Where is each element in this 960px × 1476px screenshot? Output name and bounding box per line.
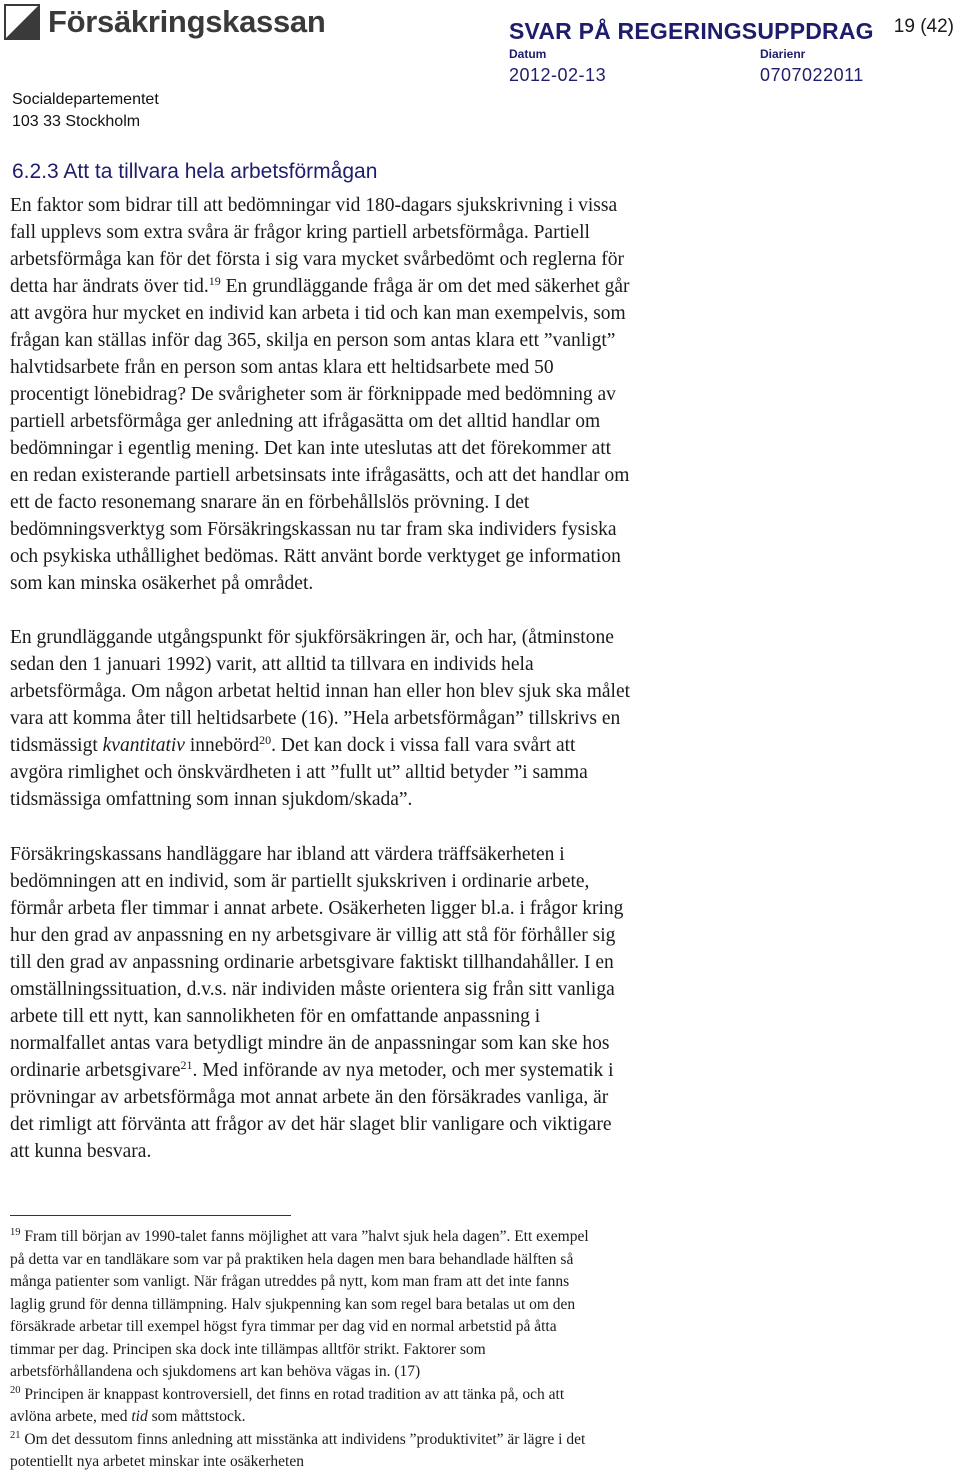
text-line: [10, 732, 960, 759]
text-line: försäkrade arbetar till exempel högst fyra timmar per dag vid en normal arbetstid på åtta: [10, 1318, 557, 1335]
section-heading: 6.2.3 Att ta tillvara hela arbetsförmågan: [12, 160, 378, 183]
footnote-number: 19: [10, 1227, 21, 1238]
text-line: att kunna besvara.: [10, 1141, 152, 1162]
logo-text: Försäkringskassan: [48, 4, 326, 39]
text-line: arbete till ett nytt, kan sannolikheten för en omfattande anpassning i: [10, 1006, 541, 1027]
text-line: att avgöra hur mycket en individ kan arbeta i tid och kan man exempelvis, som: [10, 303, 626, 324]
text-line: [10, 273, 960, 300]
footnote-ref-19: 19: [208, 274, 221, 288]
text-line: bedömningen att en individ, som är partiellt sjukskriven i ordinarie arbete,: [10, 871, 590, 892]
text-run: som måttstock.: [147, 1408, 246, 1425]
reference-label: Diarienr: [760, 47, 806, 61]
text-line: Försäkringskassans handläggare har ibland att värdera träffsäkerheten i: [10, 844, 565, 865]
page-number: 19 (42): [893, 16, 954, 37]
text-line: partiell arbetsförmåga ger anledning att ifrågasätta om det alltid handlar om: [10, 411, 601, 432]
text-line: En grundläggande utgångspunkt för sjukförsäkringen är, och har, (åtminstone: [10, 627, 614, 648]
forsakringskassan-logo-icon: [4, 4, 40, 40]
text-run: detta har ändrats över tid.: [10, 276, 209, 297]
footnote-number: 21: [10, 1429, 21, 1441]
text-line: bedömningsverktyg som Försäkringskassan nu tar fram ska individers fysiska: [10, 519, 617, 540]
paragraph-1: [10, 192, 960, 597]
date-label: Datum: [509, 47, 547, 61]
date-value: 2012-02-13: [509, 65, 607, 85]
text-run: Principen är knappast kontroversiell, det finns en rotad tradition av att tänka på, och att: [20, 1385, 565, 1403]
text-run: Fram till början av 1990-talet fanns möjlighet att vara ”halvt sjuk hela dagen”. Ett exempel: [20, 1228, 589, 1245]
text-line: arbetsförmåga kan för det första i sig vara mycket svårbedömt och reglerna för: [10, 249, 625, 270]
text-line: prövningar av arbetsförmåga mot annat arbete än den försäkrades vanliga, är: [10, 1087, 609, 1108]
text-line: vara att komma åter till heltidsarbete (16). ”Hela arbetsförmågan” tillskrivs en: [10, 708, 621, 729]
text-line: en redan existerande partiell arbetsinsats inte ifrågasätts, och att det handlar om: [10, 465, 630, 486]
text-line: förmår arbeta fler timmar i annat arbete. Osäkerheten ligger bl.a. i frågor kring: [10, 898, 624, 919]
footnote-20: [10, 1384, 950, 1407]
text-line: tidsmässiga omfattning som innan sjukdom/skada”.: [10, 789, 413, 810]
text-line: halvtidsarbete från en person som antas klara ett heltidsarbete med 50: [10, 357, 554, 378]
recipient-line: 103 33 Stockholm: [12, 113, 141, 130]
footnote-number: 20: [10, 1384, 21, 1396]
text-line: laglig grund för denna tillämpning. Halv sjukpenning kan som regel bara betalas ut om den: [10, 1295, 576, 1313]
recipient-address: [12, 89, 159, 133]
text-line: potentiellt nya arbetet minskar inte osäkerheten: [10, 1453, 304, 1470]
footnote-separator: [10, 1215, 291, 1216]
text-line: arbetsförhållandena och sjukdomens art kan behöva vägas in. (17): [10, 1363, 421, 1380]
paragraph-2: [10, 624, 960, 813]
reference-value: 0707022011: [760, 65, 864, 85]
text-run: ordinarie arbetsgivare: [10, 1060, 181, 1081]
text-line: frågan kan ställas inför dag 365, skilja en person som antas klara ett ”vanligt”: [10, 330, 616, 351]
text-line: avgöra rimlighet och önskvärdheten i att ”fullt ut” alltid betyder ”i samma: [10, 762, 588, 783]
text-line: arbetsförmåga. Om någon arbetat heltid innan han eller hon blev sjuk ska målet: [10, 681, 631, 702]
text-line: sedan den 1 januari 1992) varit, att alltid ta tillvara en individs hela: [10, 654, 534, 675]
text-run: En grundläggande fråga är om det med säkerhet går: [220, 276, 630, 297]
text-line: hur den grad av anpassning en ny arbetsgivare är villig att stå för förhåller sig: [10, 925, 616, 946]
text-run: avlöna arbete, med: [10, 1408, 132, 1425]
recipient-line: Socialdepartementet: [12, 91, 159, 108]
text-run: . Det kan dock i vissa fall vara svårt att: [271, 735, 576, 756]
text-line: timmar per dag. Principen ska dock inte tillämpas alltför strikt. Faktorer som: [10, 1340, 486, 1358]
footnote-19: [10, 1226, 950, 1249]
text-line: [10, 1057, 960, 1084]
text-run: Om det dessutom finns anledning att misstänka att individens ”produktivitet” är lägre i det: [20, 1430, 586, 1448]
text-line: på detta var en tandläkare som var på praktiken hela dagen men bara behandlade hälften så: [10, 1250, 574, 1268]
footnotes: [10, 1226, 950, 1474]
logo: [4, 4, 326, 40]
paragraph-3: [10, 841, 960, 1165]
text-run: innebörd: [184, 735, 260, 756]
text-run: . Med införande av nya metoder, och mer systematik i: [192, 1060, 614, 1081]
text-line: till den grad av anpassning ordinarie arbetsgivare faktiskt tillhandahåller. I en: [10, 952, 614, 973]
document-type: SVAR PÅ REGERINGSUPPDRAG: [509, 18, 874, 44]
italic-term: kvantitativ: [102, 735, 185, 756]
footnote-ref-20: 20: [259, 733, 272, 747]
text-line: procentigt lönebidrag? De svårigheter som är förknippade med bedömning av: [10, 384, 616, 405]
text-line: [10, 1406, 950, 1429]
text-line: fall upplevs som extra svåra är frågor kring partiell arbetsförmåga. Partiell: [10, 222, 590, 243]
italic-term: tid: [131, 1408, 148, 1425]
footnote-21: [10, 1429, 950, 1452]
text-line: ett de facto resonemang snarare än en förbehållslös prövning. I det: [10, 492, 530, 513]
footnote-ref-21: 21: [180, 1058, 193, 1072]
text-line: En faktor som bidrar till att bedömningar vid 180-dagars sjukskrivning i vissa: [10, 195, 618, 216]
text-line: och psykiska uthållighet bedömas. Rätt använt borde verktyget ge information: [10, 546, 621, 567]
text-line: omställningssituation, d.v.s. när individen måste orientera sig från sitt vanliga: [10, 979, 615, 1000]
text-run: tidsmässigt: [10, 735, 103, 756]
text-line: bedömningar i egentlig mening. Det kan inte uteslutas att det förekommer att: [10, 438, 612, 459]
text-line: normalfallet antas vara betydligt mindre än de anpassningar som kan ske hos: [10, 1033, 610, 1054]
text-line: många patienter som vanligt. När frågan utreddes på nytt, kom man fram att det inte fanns: [10, 1273, 570, 1290]
text-line: det rimligt att förvänta att frågor av det här slaget blir vanligare och viktigare: [10, 1114, 612, 1135]
text-line: som kan minska osäkerhet på området.: [10, 573, 314, 594]
